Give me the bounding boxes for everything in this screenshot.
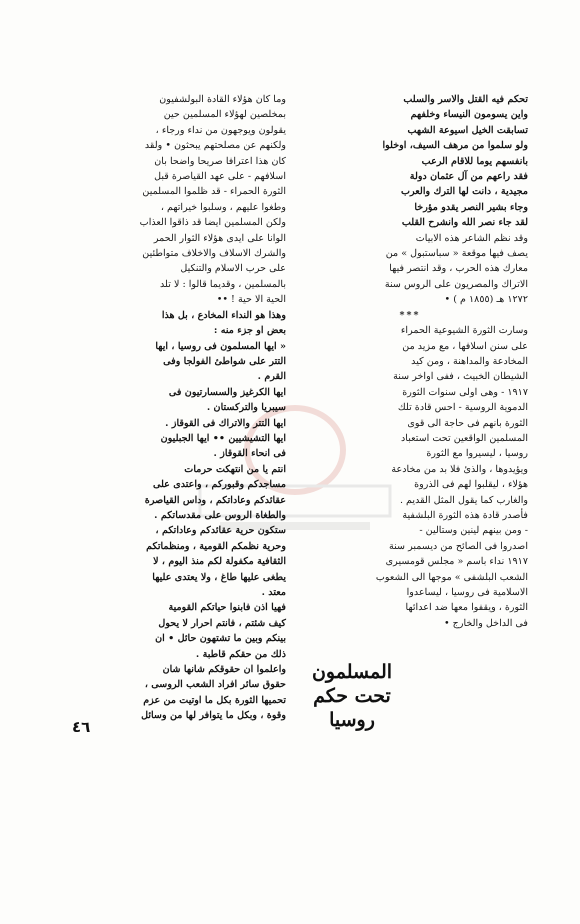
poem-line: فقد راعهم من آل عثمان دولة [409, 171, 528, 183]
quote-line: ايها التشيشيين •• ايها الجبليون [160, 432, 286, 444]
text-line: وقد نظم الشاعر هذه الابيات [415, 232, 528, 244]
quote-line: حقوق سائر افراد الشعب الروسى ، [144, 679, 286, 691]
left-text-column [72, 92, 286, 724]
text-line: بمخلصين لهؤلاء المسلمين حين [163, 109, 286, 121]
text-line: فأصدر قادة هذه الثورة البلشفية [402, 509, 528, 521]
text-line: معارك هذه الحرب ، وقد انتصر فيها [389, 263, 528, 275]
quote-line: ايها التتر والاتراك فى القوقاز . [165, 417, 286, 429]
quote-line: مساجدكم وقبوركم ، واعتدى على [152, 479, 286, 491]
section-logo [306, 660, 398, 732]
text-line: الوانا على ايدى هؤلاء الثوار الحمر [153, 232, 286, 244]
text-line: الدموية الروسية - احس قادة تلك [397, 402, 528, 414]
text-line: والغارب كما يقول المثل القديم . [399, 494, 528, 506]
text-line: ١٩١٧ نداء باسم « مجلس قومسيرى [385, 556, 528, 568]
text-line: بعض او جزء منه : [213, 325, 286, 337]
text-line: الاتراك والمصريون على الروس سنة [384, 278, 528, 290]
quote-line: بينكم وبين ما تشتهون حائل • ان [155, 633, 286, 645]
quote-line: فى انحاء القوقاز . [213, 448, 286, 460]
text-line: وما كان هؤلاء القادة البولشفيون [159, 94, 286, 105]
quote-line: وقوة ، وبكل ما يتوافر لها من وسائل [141, 710, 286, 722]
quote-line: يطغى عليها طاغ ، ولا يعتدى عليها [152, 571, 286, 583]
logo-line: روسيا [329, 709, 375, 731]
text-line: ولكن المسلمين ايضا قد ذاقوا العذاب [139, 217, 286, 229]
quote-line: سيبريا والتركستان . [206, 402, 286, 414]
page-number: ٤٦ [72, 718, 91, 736]
quote-line: فهيا اذن فابنوا حياتكم القومية [168, 602, 286, 614]
text-line: ١٩١٧ - وهى اولى سنوات الثورة [402, 386, 528, 398]
poem-line: بانفسهم يوما للاقام الرعب [421, 155, 528, 167]
text-line: المسلمين الواقعين تحت استعباد [401, 432, 528, 444]
text-line: الثورة ، ويقفوا معها ضد اعدائها [405, 602, 528, 614]
text-line: والشرك الاسلاف والاخلاف متواطئين [142, 248, 286, 260]
text-line: على حرب الاسلام والتنكيل [180, 263, 286, 275]
text-line: الحية الا حية ! •• [216, 294, 286, 306]
text-line: وسارت الثورة الشيوعية الحمراء [400, 325, 528, 337]
quote-line: القرم . [257, 371, 286, 383]
poem-line: لقد جاء نصر الله وانشرح القلب [401, 217, 528, 229]
text-line: الثورة بانهم فى حاجة الى قوى [407, 417, 528, 429]
quote-line: ستكون حرية عقائدكم وعاداتكم ، [155, 525, 286, 537]
quote-line: وحرية نظمكم القومية ، ومنظماتكم [146, 540, 286, 552]
quote-line: كيف شئتم ، فانتم احرار لا يحول [158, 617, 286, 629]
poem-line: مجيدية ، دانت لها الترك والعرب [400, 186, 528, 198]
poem-line: وجاء بشير النصر يقدو مؤرخا [414, 201, 528, 213]
quote-line: التتر على شواطئ الفولجا وفى [163, 355, 286, 367]
text-line: يقولون ويوجهون من نداء ورجاء ، [155, 124, 286, 136]
text-line: اسلافهم - على عهد القياصرة قبل [154, 171, 286, 183]
quote-line: « ايها المسلمون فى روسيا ، ايها [155, 340, 286, 352]
quote-line: ايها الكرغيز والسسارتيون فى [168, 386, 286, 398]
text-line: فى الداخل والخارج • [443, 617, 528, 629]
text-line: المخادعة والمداهنة ، ومن كيد [411, 355, 528, 367]
text-line: الاسلامية فى روسيا ، ليساعدوا [406, 587, 528, 598]
quote-line: الثقافية مكفولة لكم منذ اليوم ، لا [153, 556, 286, 568]
right-text-column [292, 92, 528, 631]
text-line: يصف فيها موقعة « سباستبول » من [385, 248, 528, 260]
text-line: ويؤيدوها ، والذئ فلا بد من مخادعة [391, 463, 528, 475]
logo-line: تحت حكم [313, 685, 391, 707]
poem-line: ولو سلموا من مرهف السيف، اوخلوا [382, 140, 528, 152]
quote-line: تحميها الثورة بكل ما اوتيت من عزم [143, 694, 286, 706]
quote-line: والطغاة الروس على مقدساتكم . [154, 509, 286, 521]
text-line: - ومن بينهم لينين وستالين - [419, 525, 528, 537]
quote-line: واعلموا ان حقوقكم شانها شان [162, 664, 286, 676]
quote-line: انتم يا من انتهكت حرمات [184, 463, 286, 475]
poem-line: تحكم فيه القتل والاسر والسلب [403, 94, 528, 105]
text-line: وهذا هو النداء المخادع ، بل هذا [161, 309, 286, 321]
poem-line: واين يسومون النيساء وخلفهم [410, 109, 528, 121]
text-line: الشيطان الخبيث ، ففى اواخر سنة [393, 371, 528, 383]
text-line: الشعب البلشفى » موجها الى الشعوب [375, 571, 528, 583]
text-line: بالمسلمين ، وقديما قالوا : لا تلد [160, 278, 286, 290]
text-line: كان هذا اعترافا صريحا واضحا بان [154, 155, 286, 167]
logo-line: المسلمون [311, 661, 393, 683]
text-line: الثورة الحمراء - قد ظلموا المسلمين [142, 186, 286, 198]
text-line: على سنن اسلافها ، مع مزيد من [402, 340, 528, 352]
quote-line: معتد . [261, 587, 286, 598]
poem-line: تسابقت الخيل اسيوعة الشهب [407, 124, 528, 136]
quote-line: عقائدكم وعاداتكم ، وداس القياصرة [144, 494, 286, 506]
text-line: وطغوا عليهم ، وسلبوا خيراتهم ، [160, 201, 286, 213]
section-divider: *** [399, 309, 421, 321]
quote-line: ذلك من حقكم قاطبة . [195, 648, 286, 660]
text-line: هؤلاء ، ليقلبوا لهم فى الذروة [414, 479, 528, 491]
text-line: ١٢٧٢ هـ (١٨٥٥ م ) • [444, 294, 528, 306]
text-line: اصدروا فى الصائح من ديسمبر سنة [388, 540, 528, 552]
text-line: ولكنهم عن مصلحتهم يبحثون • ولقد [144, 140, 286, 152]
text-line: روسيا ، ليسيروا مع الثورة [426, 448, 528, 460]
